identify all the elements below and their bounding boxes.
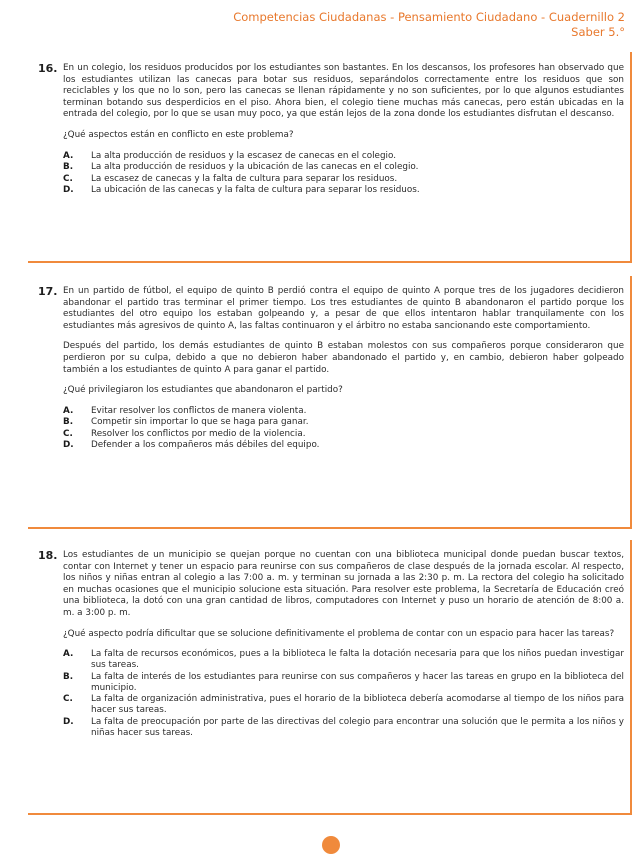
option-text: La alta producción de residuos y la ubicación de las canecas en el colegio. bbox=[91, 162, 419, 173]
option-b bbox=[63, 672, 624, 694]
option-c bbox=[63, 694, 624, 716]
question-prompt: ¿Qué privilegiaron los estudiantes que abandonaron el partido? bbox=[63, 385, 343, 396]
question-number: 17. bbox=[38, 285, 58, 298]
option-letter: A. bbox=[63, 150, 74, 161]
option-letter: C. bbox=[63, 428, 73, 439]
option-list bbox=[63, 151, 624, 197]
page-marker-circle bbox=[322, 836, 340, 854]
question-stem-continued: Después del partido, los demás estudiantes de quinto B estaban molestos con sus compañeros porque consideraron que perdieron por su culpa, debido a que no debieron haber abandonado el partido y, en cambio, debieron haber golpeado también a los estudiantes de quinto A para ganar el partido. bbox=[63, 341, 624, 375]
option-d bbox=[63, 440, 624, 451]
option-letter: D. bbox=[63, 716, 74, 727]
option-c bbox=[63, 429, 624, 440]
question-17 bbox=[28, 276, 632, 529]
question-prompt: ¿Qué aspectos están en conflicto en este problema? bbox=[63, 129, 294, 140]
option-d bbox=[63, 185, 624, 196]
option-text: Resolver los conflictos por medio de la violencia. bbox=[91, 428, 306, 439]
question-16 bbox=[28, 52, 632, 263]
header-grade: Saber 5.° bbox=[571, 25, 625, 39]
option-list bbox=[63, 406, 624, 452]
option-letter: B. bbox=[63, 162, 74, 173]
question-prompt: ¿Qué aspecto podría dificultar que se solucione definitivamente el problema de contar con un espacio para hacer las tareas? bbox=[63, 628, 615, 639]
question-stem: En un partido de fútbol, el equipo de quinto B perdió contra el equipo de quinto A porque tres de los jugadores decidieron abandonar el partido tras terminar el primer tiempo. Los tres estudiantes de quinto B abandonaron el partido porque los estudiantes del otro equipo los estaban golpeando y, a pesar de que ellos intentaron hablar tranquilamente con los estudiantes más agresivos de quinto A, las faltas continuaron y el árbitro no estaba sancionando este comportamiento. bbox=[63, 286, 624, 331]
question-number: 16. bbox=[38, 62, 58, 75]
option-text: Competir sin importar lo que se haga para ganar. bbox=[91, 417, 309, 428]
option-text: La falta de recursos económicos, pues a la biblioteca le falta la dotación necesaria para que los niños puedan investigar sus tareas. bbox=[91, 649, 624, 671]
question-18 bbox=[28, 540, 632, 815]
option-a bbox=[63, 151, 624, 162]
option-text: Evitar resolver los conflictos de manera violenta. bbox=[91, 405, 307, 416]
option-text: Defender a los compañeros más débiles del equipo. bbox=[91, 440, 320, 451]
option-c bbox=[63, 174, 624, 185]
option-letter: D. bbox=[63, 185, 74, 196]
option-a bbox=[63, 649, 624, 671]
option-text: La falta de preocupación por parte de las directivas del colegio para encontrar una solución que le permita a los niños y niñas hacer sus tareas. bbox=[91, 716, 624, 738]
option-letter: B. bbox=[63, 417, 74, 428]
option-letter: C. bbox=[63, 173, 73, 184]
page-header bbox=[233, 10, 625, 40]
option-letter: D. bbox=[63, 440, 74, 451]
option-text: La ubicación de las canecas y la falta de cultura para separar los residuos. bbox=[91, 185, 420, 196]
option-b bbox=[63, 162, 624, 173]
question-number: 18. bbox=[38, 549, 58, 562]
option-letter: C. bbox=[63, 694, 73, 705]
option-text: La alta producción de residuos y la escasez de canecas en el colegio. bbox=[91, 150, 396, 161]
option-letter: A. bbox=[63, 649, 74, 660]
option-letter: B. bbox=[63, 671, 74, 682]
option-b bbox=[63, 417, 624, 428]
question-stem: Los estudiantes de un municipio se quejan porque no cuentan con una biblioteca municipal donde puedan buscar textos, contar con Internet y tener un espacio para reunirse con sus compañeros de clase después de la jornada escolar. Al respecto, los niños y niñas entran al colegio a las 7:00 a. m. y terminan su jornada a las 2:30 p. m. La rectora del colegio ha solicitado en muchas ocasiones que el municipio solucione esta situación. Para resolver este problema, la Secretaría de Educación creó una biblioteca, la dotó con una gran cantidad de libros, computadores con Internet y puso un horario de atención de 8:00 a. m. a 3:00 p. m. bbox=[63, 550, 624, 618]
option-text: La escasez de canecas y la falta de cultura para separar los residuos. bbox=[91, 173, 398, 184]
option-list bbox=[63, 649, 624, 739]
option-a bbox=[63, 406, 624, 417]
option-text: La falta de interés de los estudiantes para reunirse con sus compañeros y hacer las tareas en grupo en la biblioteca del municipio. bbox=[91, 671, 624, 693]
question-stem: En un colegio, los residuos producidos por los estudiantes son bastantes. En los descansos, los profesores han observado que los estudiantes utilizan las canecas para botar sus residuos, separándolos correctamente entre los residuos que son reciclables y los que no lo son, pero las canecas se llenan rápidamente y no son suficientes, por lo que algunos estudiantes terminan botando sus desperdicios en el piso. Ahora bien, el colegio tiene muchas más canecas, pero están ubicadas en la entrada del colegio, por lo que se usan muy poco, ya que están lejos de la zona donde los estudiantes disfrutan el descanso. bbox=[63, 63, 624, 120]
option-text: La falta de organización administrativa, pues el horario de la biblioteca debería acomodarse al tiempo de los niños para hacer sus tareas. bbox=[91, 694, 624, 716]
header-title: Competencias Ciudadanas - Pensamiento Ciudadano - Cuadernillo 2 bbox=[233, 10, 625, 24]
option-letter: A. bbox=[63, 405, 74, 416]
option-d bbox=[63, 717, 624, 739]
